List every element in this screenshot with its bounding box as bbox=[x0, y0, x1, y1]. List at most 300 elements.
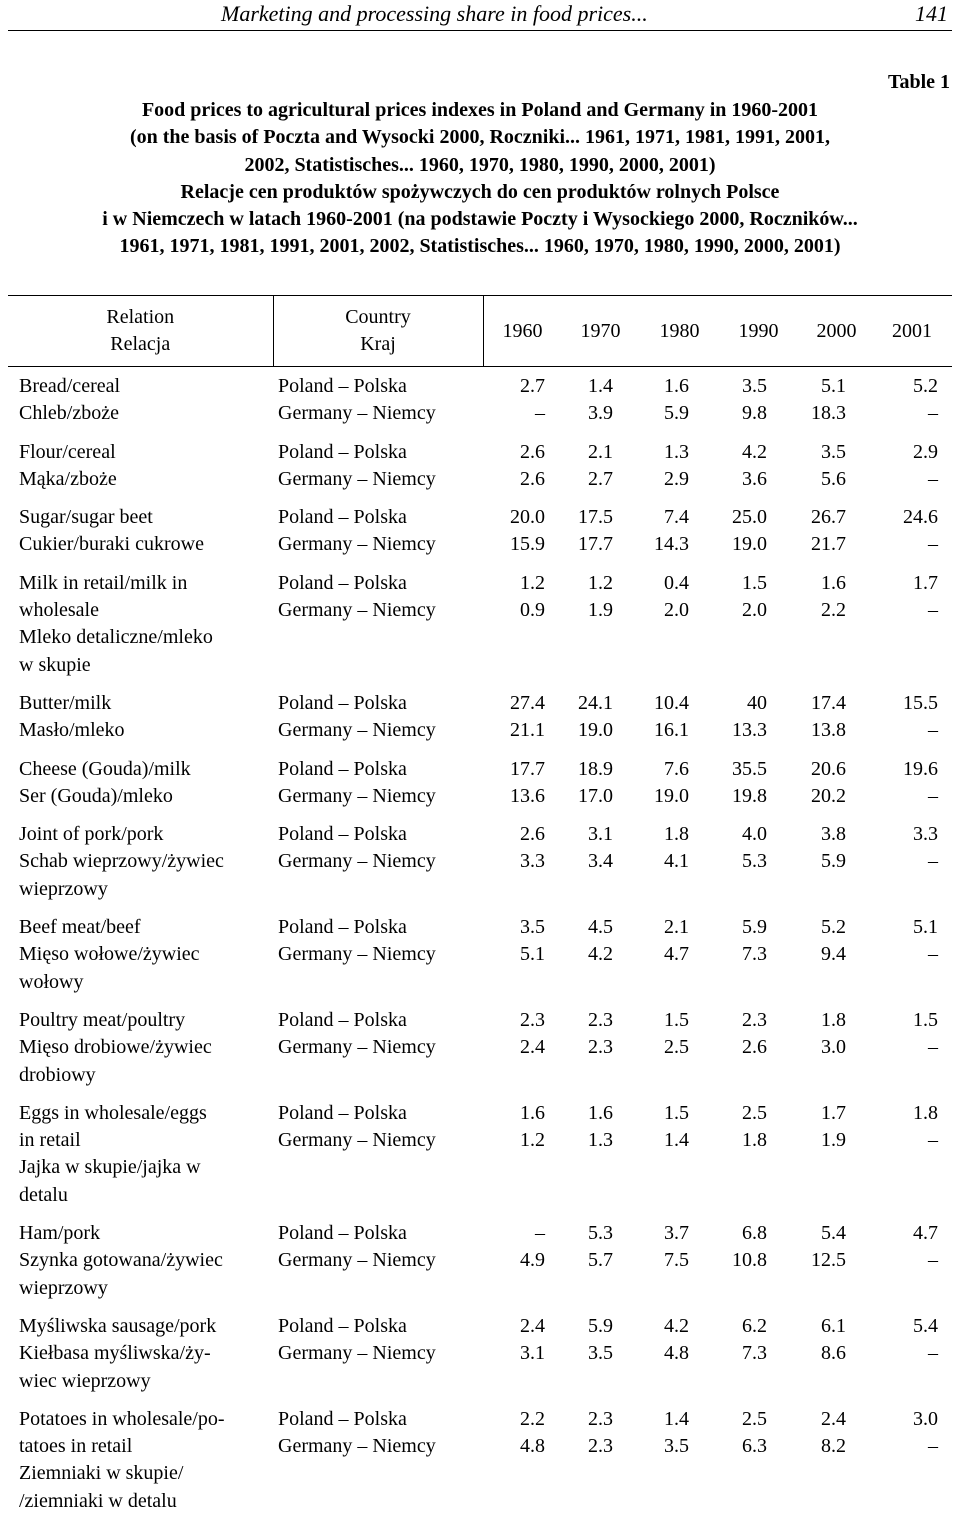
relation-line: Mięso wołowe/żywiec bbox=[19, 943, 200, 966]
value-cell-1970 bbox=[563, 1406, 641, 1526]
value-poland: 4.2 bbox=[664, 1314, 689, 1337]
value-cell-1970 bbox=[563, 821, 641, 914]
value-poland: 3.0 bbox=[913, 1407, 939, 1430]
value-poland: 2.3 bbox=[742, 1008, 767, 1031]
value-germany: 19.8 bbox=[732, 784, 767, 807]
value-poland: 6.2 bbox=[742, 1314, 767, 1337]
country-germany: Germany – Niemcy bbox=[278, 850, 436, 873]
value-cell-1980 bbox=[641, 690, 719, 756]
value-germany: 2.6 bbox=[742, 1036, 767, 1059]
value-poland: 1.7 bbox=[913, 571, 939, 594]
value-poland: 2.9 bbox=[913, 440, 939, 463]
relation-line: Myśliwska sausage/pork bbox=[19, 1314, 217, 1337]
country-poland: Poland – Polska bbox=[278, 375, 407, 397]
value-cell-1990 bbox=[719, 1406, 797, 1526]
value-cell-1980 bbox=[641, 1313, 719, 1406]
table-row bbox=[8, 756, 952, 822]
value-poland: – bbox=[535, 1222, 545, 1245]
value-poland: 6.1 bbox=[821, 1314, 846, 1337]
table-row bbox=[8, 1406, 952, 1526]
years-header bbox=[483, 296, 952, 367]
value-poland: 20.0 bbox=[510, 506, 545, 529]
relation-line: wieprzowy bbox=[19, 1276, 108, 1299]
value-cell-1960 bbox=[483, 1406, 563, 1526]
country-poland: Poland – Polska bbox=[278, 1222, 407, 1245]
value-cell-2000 bbox=[797, 367, 875, 439]
value-poland: 2.1 bbox=[664, 916, 689, 939]
value-cell-1990 bbox=[719, 690, 797, 756]
value-poland: 17.4 bbox=[811, 691, 846, 714]
value-germany: 4.9 bbox=[520, 1249, 545, 1272]
value-germany: 3.1 bbox=[520, 1342, 545, 1365]
country-poland: Poland – Polska bbox=[278, 823, 407, 846]
value-germany: – bbox=[928, 467, 939, 490]
value-poland: 19.6 bbox=[903, 757, 939, 780]
country-poland: Poland – Polska bbox=[278, 1008, 407, 1031]
value-poland: 1.8 bbox=[664, 823, 689, 846]
value-germany: 18.3 bbox=[811, 402, 846, 425]
value-germany: 2.7 bbox=[588, 467, 613, 490]
value-poland: 2.3 bbox=[588, 1407, 613, 1430]
value-poland: 2.3 bbox=[520, 1008, 545, 1031]
year-header: 1980 bbox=[659, 319, 700, 342]
value-poland: 2.6 bbox=[520, 440, 545, 463]
value-poland: 17.5 bbox=[578, 506, 613, 529]
relation-line: w skupie bbox=[19, 653, 91, 676]
value-cell-2001 bbox=[875, 570, 952, 690]
caption-line: i w Niemczech w latach 1960-2001 (na podstawie Poczty i Wysockiego 2000, Roczników... bbox=[102, 208, 858, 231]
value-cell-2001 bbox=[875, 367, 952, 439]
value-germany: 13.6 bbox=[510, 784, 545, 807]
value-poland: 1.4 bbox=[664, 1407, 689, 1430]
value-germany: 2.0 bbox=[742, 599, 767, 622]
relation-line: wołowy bbox=[19, 970, 84, 993]
value-cell-1980 bbox=[641, 1007, 719, 1100]
value-cell-2000 bbox=[797, 1406, 875, 1526]
caption-line: (on the basis of Poczta and Wysocki 2000, Roczniki... 1961, 1971, 1981, 1991, 2001, bbox=[129, 126, 831, 149]
value-poland: 3.8 bbox=[821, 823, 846, 846]
value-germany: 2.5 bbox=[664, 1036, 689, 1059]
value-poland: 4.5 bbox=[588, 916, 613, 939]
table-row bbox=[8, 367, 952, 439]
value-poland: 2.4 bbox=[821, 1407, 846, 1430]
country-germany: Germany – Niemcy bbox=[278, 1435, 436, 1458]
value-cell-1980 bbox=[641, 914, 719, 1007]
relation-line: Ser (Gouda)/mleko bbox=[19, 784, 173, 807]
table-row bbox=[8, 570, 952, 690]
value-poland: 4.7 bbox=[913, 1222, 939, 1245]
value-cell-1960 bbox=[483, 821, 563, 914]
value-germany: 8.2 bbox=[821, 1435, 846, 1458]
value-poland: 1.6 bbox=[664, 375, 689, 397]
value-poland: 2.2 bbox=[520, 1407, 545, 1430]
value-germany: – bbox=[928, 599, 939, 622]
value-poland: 35.5 bbox=[732, 757, 767, 780]
value-germany: 7.3 bbox=[742, 943, 767, 966]
value-germany: – bbox=[928, 1036, 939, 1059]
relation-cell bbox=[8, 756, 273, 822]
value-poland: 2.5 bbox=[742, 1407, 767, 1430]
value-cell-1990 bbox=[719, 1313, 797, 1406]
value-cell-1960 bbox=[483, 1100, 563, 1220]
relation-line: Schab wieprzowy/żywiec bbox=[19, 850, 224, 873]
value-germany: 3.5 bbox=[588, 1342, 613, 1365]
value-cell-1960 bbox=[483, 570, 563, 690]
relation-line: Beef meat/beef bbox=[19, 916, 141, 939]
value-cell-2001 bbox=[875, 821, 952, 914]
country-germany: Germany – Niemcy bbox=[278, 1342, 436, 1365]
country-germany: Germany – Niemcy bbox=[278, 1249, 436, 1272]
value-germany: 20.2 bbox=[811, 784, 846, 807]
value-poland: 1.6 bbox=[520, 1101, 545, 1124]
caption-line: Food prices to agricultural prices indexes in Poland and Germany in 1960-2001 bbox=[141, 99, 819, 121]
value-poland: 17.7 bbox=[510, 757, 545, 780]
country-poland: Poland – Polska bbox=[278, 691, 407, 714]
table-row bbox=[8, 1100, 952, 1220]
value-germany: 5.1 bbox=[520, 943, 545, 966]
value-germany: 15.9 bbox=[510, 533, 545, 556]
relation-line: Ziemniaki w skupie/ bbox=[19, 1462, 184, 1485]
value-poland: 5.2 bbox=[821, 916, 846, 939]
relation-line: Chleb/zboże bbox=[19, 402, 119, 425]
value-cell-2001 bbox=[875, 1100, 952, 1220]
value-poland: 15.5 bbox=[903, 691, 939, 714]
country-cell bbox=[273, 756, 483, 822]
value-poland: 25.0 bbox=[732, 506, 767, 529]
relation-line: Cukier/buraki cukrowe bbox=[19, 533, 204, 556]
value-germany: 4.7 bbox=[664, 943, 689, 966]
value-cell-2000 bbox=[797, 914, 875, 1007]
value-poland: 3.7 bbox=[664, 1222, 689, 1245]
value-poland: 5.1 bbox=[913, 916, 939, 939]
relation-line: wiec wieprzowy bbox=[19, 1369, 151, 1392]
value-cell-2001 bbox=[875, 1220, 952, 1313]
caption-line: 1961, 1971, 1981, 1991, 2001, 2002, Statistisches... 1960, 1970, 1980, 1990, 2000, 2001) bbox=[119, 235, 841, 258]
value-cell-1960 bbox=[483, 1313, 563, 1406]
value-poland: 1.5 bbox=[913, 1008, 939, 1031]
value-germany: 4.8 bbox=[664, 1342, 689, 1365]
relation-line: Mleko detaliczne/mleko bbox=[19, 626, 213, 649]
value-germany: 2.6 bbox=[520, 467, 545, 490]
table-row bbox=[8, 439, 952, 505]
value-germany: 1.3 bbox=[588, 1129, 613, 1152]
value-germany: 1.9 bbox=[588, 599, 613, 622]
value-germany: 4.8 bbox=[520, 1435, 545, 1458]
value-cell-2000 bbox=[797, 1007, 875, 1100]
relation-header-pl: Relacja bbox=[110, 333, 171, 355]
value-germany: – bbox=[928, 1342, 939, 1365]
relation-line: Sugar/sugar beet bbox=[19, 506, 153, 529]
relation-cell bbox=[8, 1406, 273, 1526]
value-poland: 1.3 bbox=[664, 440, 689, 463]
table-row bbox=[8, 504, 952, 570]
value-cell-1980 bbox=[641, 756, 719, 822]
value-cell-1980 bbox=[641, 1100, 719, 1220]
relation-line: Jajka w skupie/jajka w bbox=[19, 1156, 201, 1179]
value-poland: 2.4 bbox=[520, 1314, 545, 1337]
value-cell-1990 bbox=[719, 1100, 797, 1220]
running-title: Marketing and processing share in food prices... bbox=[221, 1, 648, 26]
relation-line: Kiełbasa myśliwska/ży- bbox=[19, 1342, 211, 1365]
value-cell-2001 bbox=[875, 1406, 952, 1526]
value-cell-1980 bbox=[641, 439, 719, 505]
country-poland: Poland – Polska bbox=[278, 757, 407, 780]
value-cell-1980 bbox=[641, 570, 719, 690]
country-cell bbox=[273, 1007, 483, 1100]
value-cell-1970 bbox=[563, 690, 641, 756]
country-poland: Poland – Polska bbox=[278, 571, 407, 594]
value-cell-1990 bbox=[719, 1220, 797, 1313]
relation-line: Cheese (Gouda)/milk bbox=[19, 757, 191, 780]
value-cell-1980 bbox=[641, 1406, 719, 1526]
value-cell-2001 bbox=[875, 690, 952, 756]
value-cell-1980 bbox=[641, 367, 719, 439]
value-germany: – bbox=[928, 719, 939, 742]
relation-line: Joint of pork/pork bbox=[19, 823, 164, 846]
value-germany: 1.4 bbox=[664, 1129, 689, 1152]
value-poland: 3.5 bbox=[520, 916, 545, 939]
relation-line: in retail bbox=[19, 1129, 81, 1152]
relation-line: wholesale bbox=[19, 599, 99, 622]
value-germany: – bbox=[928, 1129, 939, 1152]
value-cell-1960 bbox=[483, 1007, 563, 1100]
value-poland: 5.1 bbox=[821, 375, 846, 397]
relation-line: Poultry meat/poultry bbox=[19, 1008, 186, 1031]
year-header: 1970 bbox=[580, 319, 621, 342]
value-germany: 9.8 bbox=[742, 402, 767, 425]
value-cell-1990 bbox=[719, 504, 797, 570]
relation-cell bbox=[8, 914, 273, 1007]
country-germany: Germany – Niemcy bbox=[278, 1129, 436, 1152]
value-cell-2001 bbox=[875, 1313, 952, 1406]
value-cell-1970 bbox=[563, 570, 641, 690]
value-poland: 5.9 bbox=[742, 916, 767, 939]
country-cell bbox=[273, 821, 483, 914]
country-cell bbox=[273, 690, 483, 756]
value-cell-1970 bbox=[563, 914, 641, 1007]
value-germany: 7.5 bbox=[664, 1249, 689, 1272]
value-germany: 3.0 bbox=[821, 1036, 846, 1059]
country-germany: Germany – Niemcy bbox=[278, 599, 436, 622]
relation-line: tatoes in retail bbox=[19, 1435, 133, 1458]
value-poland: 3.5 bbox=[821, 440, 846, 463]
value-germany: 21.1 bbox=[510, 719, 545, 742]
price-index-table bbox=[8, 295, 952, 1526]
value-cell-1990 bbox=[719, 570, 797, 690]
value-poland: 1.6 bbox=[588, 1101, 613, 1124]
value-germany: 2.9 bbox=[664, 467, 689, 490]
value-germany: 17.0 bbox=[578, 784, 613, 807]
value-cell-1960 bbox=[483, 914, 563, 1007]
value-cell-2001 bbox=[875, 504, 952, 570]
value-poland: 1.5 bbox=[742, 571, 767, 594]
value-poland: 3.1 bbox=[588, 823, 613, 846]
country-cell bbox=[273, 439, 483, 505]
value-poland: 18.9 bbox=[578, 757, 613, 780]
value-germany: 5.9 bbox=[821, 850, 846, 873]
value-poland: 1.8 bbox=[913, 1101, 939, 1124]
value-germany: 13.3 bbox=[732, 719, 767, 742]
table-row bbox=[8, 1220, 952, 1313]
value-germany: 3.3 bbox=[520, 850, 545, 873]
value-poland: 5.4 bbox=[821, 1222, 846, 1245]
relation-line: Flour/cereal bbox=[19, 440, 116, 463]
relation-line: Mąka/zboże bbox=[19, 467, 117, 490]
value-germany: 19.0 bbox=[578, 719, 613, 742]
value-poland: 40 bbox=[747, 691, 767, 714]
value-poland: 5.3 bbox=[588, 1222, 613, 1245]
value-poland: 2.1 bbox=[588, 440, 613, 463]
table-row bbox=[8, 1313, 952, 1406]
value-cell-1960 bbox=[483, 504, 563, 570]
value-cell-1960 bbox=[483, 367, 563, 439]
country-germany: Germany – Niemcy bbox=[278, 1036, 436, 1059]
country-poland: Poland – Polska bbox=[278, 440, 407, 463]
value-cell-1970 bbox=[563, 756, 641, 822]
value-germany: 2.3 bbox=[588, 1435, 613, 1458]
value-poland: 1.6 bbox=[821, 571, 846, 594]
value-poland: 27.4 bbox=[510, 691, 545, 714]
value-germany: 7.3 bbox=[742, 1342, 767, 1365]
value-poland: 0.4 bbox=[664, 571, 689, 594]
relation-line: Szynka gotowana/żywiec bbox=[19, 1249, 223, 1272]
value-cell-1970 bbox=[563, 439, 641, 505]
value-cell-1960 bbox=[483, 439, 563, 505]
value-poland: 1.4 bbox=[588, 375, 613, 397]
value-poland: 6.8 bbox=[742, 1222, 767, 1245]
value-cell-2000 bbox=[797, 439, 875, 505]
value-germany: – bbox=[928, 943, 939, 966]
table-label: Table 1 bbox=[887, 71, 950, 93]
value-poland: 1.7 bbox=[821, 1101, 846, 1124]
country-cell bbox=[273, 570, 483, 690]
relation-cell bbox=[8, 690, 273, 756]
relation-line: drobiowy bbox=[19, 1063, 96, 1086]
value-germany: 12.5 bbox=[811, 1249, 846, 1272]
value-germany: 21.7 bbox=[811, 533, 846, 556]
country-germany: Germany – Niemcy bbox=[278, 533, 436, 556]
value-germany: 10.8 bbox=[732, 1249, 767, 1272]
country-poland: Poland – Polska bbox=[278, 506, 407, 529]
value-cell-2001 bbox=[875, 439, 952, 505]
value-poland: 5.2 bbox=[913, 375, 939, 397]
country-header-pl: Kraj bbox=[360, 333, 396, 355]
value-germany: 19.0 bbox=[732, 533, 767, 556]
value-germany: – bbox=[928, 402, 939, 425]
country-cell bbox=[273, 1406, 483, 1526]
country-germany: Germany – Niemcy bbox=[278, 943, 436, 966]
country-cell bbox=[273, 1220, 483, 1313]
relation-line: Masło/mleko bbox=[19, 719, 125, 742]
value-cell-1970 bbox=[563, 1007, 641, 1100]
running-header bbox=[8, 0, 952, 31]
value-germany: 3.5 bbox=[664, 1435, 689, 1458]
relation-cell bbox=[8, 1007, 273, 1100]
value-poland: 1.5 bbox=[664, 1008, 689, 1031]
value-cell-2001 bbox=[875, 914, 952, 1007]
value-germany: 14.3 bbox=[654, 533, 689, 556]
value-germany: 2.0 bbox=[664, 599, 689, 622]
value-poland: 7.4 bbox=[664, 506, 689, 529]
relation-cell bbox=[8, 570, 273, 690]
value-cell-1960 bbox=[483, 690, 563, 756]
value-poland: 3.3 bbox=[913, 823, 939, 846]
relation-line: Butter/milk bbox=[19, 691, 112, 714]
value-germany: 19.0 bbox=[654, 784, 689, 807]
relation-line: detalu bbox=[19, 1183, 68, 1206]
year-header: 1960 bbox=[502, 319, 543, 342]
value-germany: 9.4 bbox=[821, 943, 846, 966]
value-germany: 3.4 bbox=[588, 850, 613, 873]
relation-line: Mięso drobiowe/żywiec bbox=[19, 1036, 212, 1059]
value-germany: 5.6 bbox=[821, 467, 846, 490]
value-poland: 1.2 bbox=[588, 571, 613, 594]
value-cell-1990 bbox=[719, 914, 797, 1007]
value-poland: 2.3 bbox=[588, 1008, 613, 1031]
value-germany: 13.8 bbox=[811, 719, 846, 742]
table-row bbox=[8, 821, 952, 914]
value-germany: 2.4 bbox=[520, 1036, 545, 1059]
value-cell-2001 bbox=[875, 1007, 952, 1100]
value-cell-1970 bbox=[563, 1100, 641, 1220]
value-cell-1970 bbox=[563, 1313, 641, 1406]
value-germany: 5.9 bbox=[664, 402, 689, 425]
value-germany: 2.2 bbox=[821, 599, 846, 622]
value-poland: 10.4 bbox=[654, 691, 689, 714]
year-header: 2001 bbox=[892, 319, 932, 342]
value-cell-1960 bbox=[483, 1220, 563, 1313]
value-poland: 2.5 bbox=[742, 1101, 767, 1124]
country-cell bbox=[273, 504, 483, 570]
value-poland: 4.0 bbox=[742, 823, 767, 846]
value-germany: – bbox=[928, 533, 939, 556]
value-germany: 5.7 bbox=[588, 1249, 613, 1272]
value-poland: 24.1 bbox=[578, 691, 613, 714]
value-cell-2000 bbox=[797, 504, 875, 570]
value-poland: 2.6 bbox=[520, 823, 545, 846]
value-poland: 1.2 bbox=[520, 571, 545, 594]
value-cell-2000 bbox=[797, 690, 875, 756]
country-cell bbox=[273, 1100, 483, 1220]
country-germany: Germany – Niemcy bbox=[278, 467, 436, 490]
relation-cell bbox=[8, 1100, 273, 1220]
value-cell-1970 bbox=[563, 1220, 641, 1313]
country-header bbox=[273, 296, 483, 367]
relation-line: Milk in retail/milk in bbox=[19, 571, 188, 594]
value-germany: 8.6 bbox=[821, 1342, 846, 1365]
value-cell-1980 bbox=[641, 821, 719, 914]
table-caption bbox=[8, 97, 952, 261]
country-poland: Poland – Polska bbox=[278, 916, 407, 939]
relation-cell bbox=[8, 1220, 273, 1313]
value-cell-1980 bbox=[641, 504, 719, 570]
value-cell-1990 bbox=[719, 756, 797, 822]
value-germany: – bbox=[928, 1435, 939, 1458]
table-row bbox=[8, 690, 952, 756]
relation-cell bbox=[8, 1313, 273, 1406]
value-cell-2001 bbox=[875, 756, 952, 822]
relation-cell bbox=[8, 821, 273, 914]
value-cell-2000 bbox=[797, 570, 875, 690]
country-cell bbox=[273, 914, 483, 1007]
value-germany: 6.3 bbox=[742, 1435, 767, 1458]
relation-line: Ham/pork bbox=[19, 1222, 101, 1245]
country-poland: Poland – Polska bbox=[278, 1314, 407, 1337]
value-cell-1990 bbox=[719, 1007, 797, 1100]
relation-cell bbox=[8, 367, 273, 439]
value-cell-2000 bbox=[797, 756, 875, 822]
value-poland: 7.6 bbox=[664, 757, 689, 780]
